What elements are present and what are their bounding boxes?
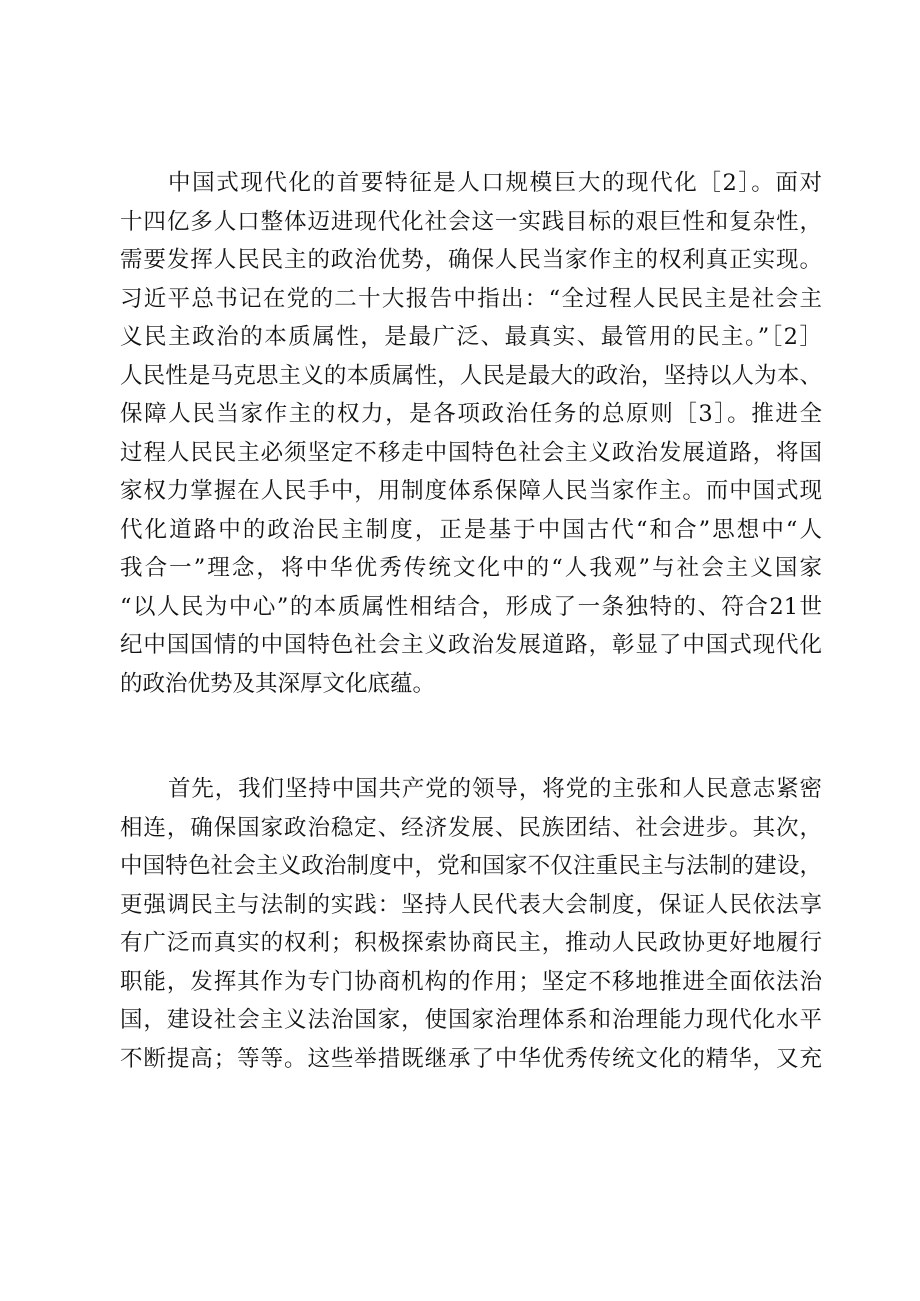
text-line: 有广泛而真实的权利；积极探索协商民主，推动人民政协更好地履行: [120, 930, 822, 956]
text-line: 职能，发挥其作为专门协商机构的作用；坚定不移地推进全面依法治: [120, 968, 822, 995]
text-line: 不断提高；等等。这些举措既继承了中华优秀传统文化的精华，又充: [120, 1045, 822, 1072]
text-line: 义民主政治的本质属性，是最广泛、最真实、最管用的民主。”［2］: [120, 324, 822, 350]
text-line: 人民性是马克思主义的本质属性，人民是最大的政治，坚持以人为本、: [120, 362, 822, 389]
paragraph-1: [120, 164, 822, 703]
text-line: 的政治优势及其深厚文化底蕴。: [120, 670, 436, 697]
text-line: 我合一”理念，将中华优秀传统文化中的“人我观”与社会主义国家: [120, 555, 822, 581]
text-line: 中国式现代化的首要特征是人口规模巨大的现代化［2］。面对: [168, 170, 822, 196]
text-line: “以人民为中心”的本质属性相结合，形成了一条独特的、符合21世: [120, 593, 822, 620]
text-line: 需要发挥人民民主的政治优势，确保人民当家作主的权利真正实现。: [120, 247, 822, 273]
text-line: 纪中国国情的中国特色社会主义政治发展道路，彰显了中国式现代化: [120, 632, 822, 658]
text-line: 首先，我们坚持中国共产党的领导，将党的主张和人民意志紧密: [168, 776, 822, 802]
text-line: 十四亿多人口整体迈进现代化社会这一实践目标的艰巨性和复杂性，: [120, 208, 822, 235]
text-line: 家权力掌握在人民手中，用制度体系保障人民当家作主。而中国式现: [120, 478, 822, 504]
text-line: 更强调民主与法制的实践：坚持人民代表大会制度，保证人民依法享: [120, 891, 822, 918]
text-line: 相连，确保国家政治稳定、经济发展、民族团结、社会进步。其次，: [120, 814, 822, 841]
text-line: 国，建设社会主义法治国家，使国家治理体系和治理能力现代化水平: [120, 1007, 822, 1033]
paragraph-2: [120, 770, 822, 1078]
text-line: 过程人民民主必须坚定不移走中国特色社会主义政治发展道路，将国: [120, 439, 822, 466]
text-line: 保障人民当家作主的权力，是各项政治任务的总原则［3］。推进全: [120, 401, 822, 427]
text-line: 中国特色社会主义政治制度中，党和国家不仅注重民主与法制的建设，: [120, 853, 822, 879]
text-line: 代化道路中的政治民主制度，正是基于中国古代“和合”思想中“人: [120, 516, 822, 543]
text-line: 习近平总书记在党的二十大报告中指出：“全过程人民民主是社会主: [120, 285, 822, 312]
